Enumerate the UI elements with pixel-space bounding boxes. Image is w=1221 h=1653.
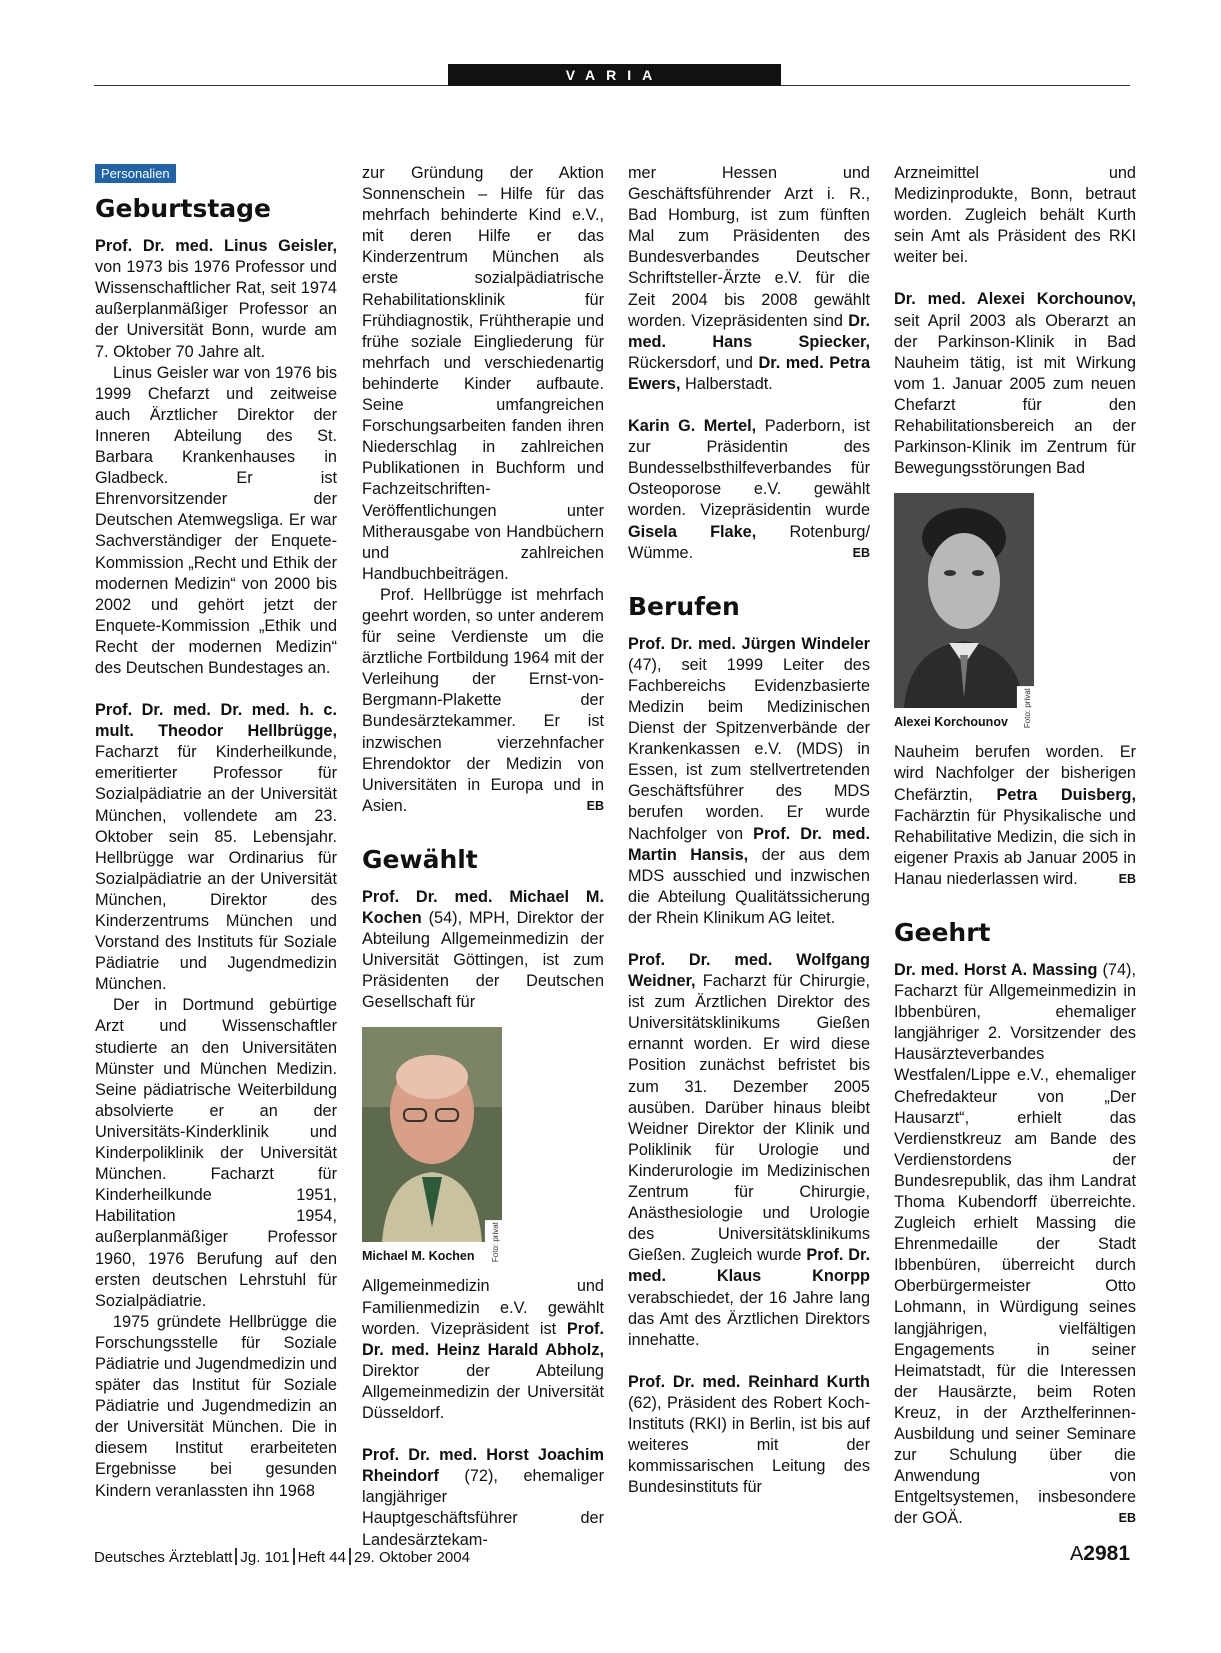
paragraph-text: Nauheim berufen worden. Er wird Nachfolger der bisherigen Chefärztin,	[894, 743, 1136, 804]
paragraph-text: verabschiedet, der 16 Jahre lang das Amt des Ärztlichen Direktors innehatte.	[628, 1288, 870, 1349]
footer-separator	[235, 1548, 237, 1565]
paragraph	[628, 1372, 870, 1499]
person-name: Prof. Dr. med. Jürgen Windeler	[628, 634, 870, 653]
paragraph-text: Allgemeinmedizin und Familienmedizin e.V. gewählt worden. Vizepräsident ist	[362, 1277, 604, 1338]
paragraph-text: Facharzt für Chirurgie, ist zum Ärztlichen Direktor des Universitätsklinikums Gießen ernannt worden. Er wird diese Position zunächst befristet bis zum 31. Dezember 2005 ausüben. Darüber hinaus bleibt Weidner Direktor der Klinik und Poliklinik für Urologie und Kinderurologie im Medizinischen Zentrum für Chirurgie, Anästhesiologie und Urologie des Universitätsklinikums Gießen. Zugleich wurde	[628, 972, 870, 1265]
journal-date: 29. Oktober 2004	[354, 1549, 470, 1566]
paragraph-text: Prof. Hellbrügge ist mehrfach geehrt worden, so unter anderem für seine Verdienste um die ärztliche Fortbildung 1964 mit der Verleihung der Ernst-von-Bergmann-Plakette der Bundesärztekammer. Er ist inzwischen vierzehnfacher Ehrendoktor der Medizin von Universitäten in Europa und in Asien.	[362, 585, 604, 815]
paragraph	[95, 236, 337, 363]
person-name: Dr. med. Hans Spiecker,	[628, 311, 870, 351]
portrait-kochen-image	[362, 1027, 502, 1242]
column-4	[894, 163, 1136, 1530]
photo-caption: Alexei Korchounov	[894, 715, 1008, 730]
author-initials: EB	[586, 798, 604, 813]
paragraph	[95, 700, 337, 995]
person-name: Prof. Dr. med. Heinz Harald Abholz,	[362, 1319, 604, 1359]
photo-credit: Foto: privat	[1017, 686, 1038, 730]
section-header: VARIA	[448, 64, 781, 86]
person-name: Prof. Dr. med. Horst Joachim Rheindorf	[362, 1446, 604, 1486]
author-initials: EB	[1118, 1511, 1136, 1526]
person-name: Dr. med. Petra Ewers,	[628, 353, 871, 393]
paragraph	[628, 950, 870, 1351]
paragraph-text: seit April 2003 als Oberarzt an der Parkinson-Klinik in Bad Nauheim tätig, ist mit Wirkung vom 1. Januar 2005 zum neuen Chefarzt für den Rehabilitationsbereich an der Parkinson-Klinik im Zentrum für Bewegungsstörungen Bad	[894, 311, 1136, 478]
paragraph	[362, 1445, 604, 1550]
person-name: Prof. Dr. med. Reinhard Kurth	[628, 1372, 870, 1391]
heading-berufen: Berufen	[628, 591, 740, 621]
paragraph-text: (47), seit 1999 Leiter des Fachbereichs Evidenzbasierte Medizin beim Medizinischen Dienst der Spitzenverbände der Krankenkassen e.V. (MDS) in Essen, ist zum stellvertretenden Geschäftsführer des MDS berufen worden. Er wurde Nachfolger von	[628, 655, 870, 843]
heading-geburtstage: Geburtstage	[95, 194, 272, 224]
paragraph-text: Fachärztin für Physikalische und Rehabilitative Medizin, die sich in eigener Praxis ab Januar 2005 in Hanau niederlassen wird.	[894, 806, 1136, 888]
paragraph	[894, 289, 1136, 479]
paragraph-text: Halberstadt.	[685, 374, 773, 393]
paragraph	[894, 960, 1136, 1530]
person-name: Prof. Dr. med. Dr. med. h. c. mult. Theodor Hellbrügge,	[95, 701, 337, 741]
paragraph	[628, 416, 870, 564]
paragraph-text: (74), Facharzt für Allgemeinmedizin in Ibbenbüren, ehemaliger langjähriger 2. Vorsitzender des Hausärzteverbandes Westfalen/Lippe e.V., ehemaliger Chefredakteur von „Der Hausarzt“, erhielt das Verdienstkreuz am Bande des Verdienstordens der Bundesrepublik, das ihm Landrat Thoma Kubendorff überreichte. Zugleich erhielt Massing die Ehrenmedaille der Stadt Ibbenbüren, überreicht durch Oberbürgermeister Otto Lohmann, in Würdigung seines langjährigen, vielfältigen Engagements in seiner Heimatstadt, für die Interessen der Hausärzte, beim Roten Kreuz, in der Arzthelferinnen-Ausbildung und seiner Seminare zur Schulung über die Anwendung von Entgeltsystemen, insbesondere der GOÄ.	[894, 960, 1136, 1528]
paragraph-text: Direktor der Abteilung Allgemeinmedizin der Universität Düsseldorf.	[362, 1361, 604, 1423]
paragraph-text: von 1973 bis 1976 Professor und Wissenschaftlicher Rat, seit 1974 außerplanmäßiger Professor an der Universität Bonn, wurde am 7. Oktober 70 Jahre alt.	[95, 258, 337, 361]
heading-geehrt: Geehrt	[894, 917, 991, 947]
person-name: Karin G. Mertel,	[628, 417, 757, 436]
photo-caption: Michael M. Kochen	[362, 1249, 475, 1264]
paragraph-text: (54), MPH, Direktor der Abteilung Allgemeinmedizin der Universität Göttingen, ist zum Präsidenten der Deutschen Gesellschaft für	[362, 909, 605, 1012]
person-name: Prof. Dr. med. Martin Hansis,	[628, 824, 871, 864]
column-1	[95, 163, 337, 1502]
person-name: Prof. Dr. med. Klaus Knorpp	[628, 1246, 871, 1286]
journal-volume: Jg. 101	[240, 1549, 290, 1566]
paragraph: Der in Dortmund gebürtige Arzt und Wissenschaftler studierte an den Universitäten Münster und München Medizin. Seine pädiatrische Weiterbildung absolvierte er an der Universitäts-Kinderklinik und Kinderpoliklinik der Universität München. Facharzt für Kinderheilkunde 1951, Habilitation 1954, außerplanmäßiger Professor 1960, 1976 Berufung auf den ersten deutschen Lehrstuhl für Sozialpädiatrie.	[95, 996, 337, 1310]
paragraph: 1975 gründete Hellbrügge die Forschungsstelle für Soziale Pädiatrie und Jugendmedizin und später das Institut für Soziale Pädiatrie und Jugendmedizin an der Universität München. Die in diesem Institut erarbeiteten Ergebnisse bei gesunden Kindern veranlassten ihn 1968	[95, 1312, 337, 1500]
paragraph	[628, 634, 870, 929]
page-number	[1070, 1542, 1130, 1566]
paragraph: zur Gründung der Aktion Sonnenschein – Hilfe für das mehrfach behinderte Kind e.V., mit deren Hilfe er das Kinderzentrum München als erste sozialpädiatrische Rehabilitationsklinik für Frühdiagnostik, Frühtherapie und frühe soziale Eingliederung für mehrfach und verschiedenartig behinderte Kinder aufbaute. Seine umfangreichen Forschungsarbeiten fanden ihren Niederschlag in zahlreichen Publikationen in Buchform und Fachzeitschriften-Veröffentlichungen unter Mitherausgabe von Handbüchern und zahlreichen Handbuchbeiträgen.	[362, 164, 604, 583]
person-name: Petra Duisberg,	[996, 785, 1137, 804]
person-name: Prof. Dr. med. Linus Geisler,	[95, 237, 337, 256]
paragraph: Linus Geisler war von 1976 bis 1999 Chefarzt und zeitweise auch Ärztlicher Direktor der Inneren Abteilung des St. Barbara Krankenhauses in Gladbeck. Er ist Ehrenvorsitzender der Deutschen Atemwegsliga. Er war Sachverständiger der Enquete-Kommission „Recht und Ethik der modernen Medizin“ von 2000 bis 2002 und gehört jetzt der Enquete-Kommission „Ethik und Recht der modernen Medizin“ des Deutschen Bundestages an.	[95, 363, 337, 677]
person-name: Prof. Dr. med. Wolfgang Weidner,	[628, 951, 870, 991]
paragraph-text: (62), Präsident des Robert Koch-Instituts (RKI) in Berlin, ist bis auf weiteres mit der kommissarischen Leitung des Bundesinstituts für	[628, 1393, 870, 1497]
column-3	[628, 163, 870, 1498]
person-name: Prof. Dr. med. Michael M. Kochen	[362, 887, 604, 927]
portrait-korchounov-image	[894, 493, 1034, 708]
journal-name: Deutsches Ärzteblatt	[94, 1549, 233, 1566]
footer-separator	[293, 1548, 295, 1565]
paragraph	[894, 742, 1136, 890]
paragraph	[628, 163, 870, 395]
person-name: Gisela Flake,	[628, 522, 757, 541]
paragraph-text: der aus dem MDS ausschied und inzwischen die Abteilung Qualitätssicherung der Rhein Klinikum AG leitet.	[628, 845, 870, 927]
page-prefix: A	[1069, 1543, 1084, 1565]
paragraph-text: mer Hessen und Geschäftsführender Arzt i. R., Bad Homburg, ist zum fünften Mal zum Präsidenten des Bundesverbandes Deutscher Schriftsteller-Ärzte e.V. für die Zeit 2004 bis 2008 gewählt worden. Vizepräsidenten sind	[628, 164, 870, 330]
paragraph-text: Rotenburg/ Wümme.	[628, 522, 870, 562]
author-initials: EB	[852, 545, 870, 560]
author-initials: EB	[1118, 871, 1136, 886]
page-number-value: 2981	[1083, 1542, 1130, 1565]
footer	[94, 1548, 470, 1566]
heading-gewaehlt: Gewählt	[362, 844, 478, 874]
paragraph-text: Rückersdorf, und	[628, 353, 753, 372]
footer-separator	[349, 1548, 351, 1565]
paragraph: Arzneimittel und Medizinprodukte, Bonn, betraut worden. Zugleich behält Kurth sein Amt als Präsident des RKI weiter bei.	[894, 164, 1136, 267]
person-name: Dr. med. Horst A. Massing	[894, 960, 1098, 979]
paragraph-text: (72), ehemaliger langjähriger Hauptgeschäftsführer der Landesärztekam-	[362, 1467, 604, 1549]
paragraph	[362, 1276, 604, 1424]
paragraph-text: Paderborn, ist zur Präsidentin des Bundesselbsthilfeverbandes für Osteoporose e.V. gewählt worden. Vizepräsidentin wurde	[628, 417, 870, 520]
paragraph	[362, 887, 604, 1014]
person-name: Dr. med. Alexei Korchounov,	[894, 290, 1136, 309]
paragraph	[362, 585, 604, 817]
photo-credit: Foto: privat	[485, 1220, 506, 1264]
paragraph-text: Facharzt für Kinderheilkunde, emeritierter Professor für Sozialpädiatrie an der Universität München, vollendete am 23. Oktober sein 85. Lebensjahr. Hellbrügge war Ordinarius für Sozialpädiatrie an der Universität München, Direktor des Kinderzentrums München und Vorstand des Instituts für Soziale Pädiatrie und Jugendmedizin München.	[95, 743, 337, 994]
category-tag: Personalien	[95, 164, 176, 183]
column-2	[362, 163, 604, 1551]
journal-issue: Heft 44	[297, 1549, 346, 1566]
